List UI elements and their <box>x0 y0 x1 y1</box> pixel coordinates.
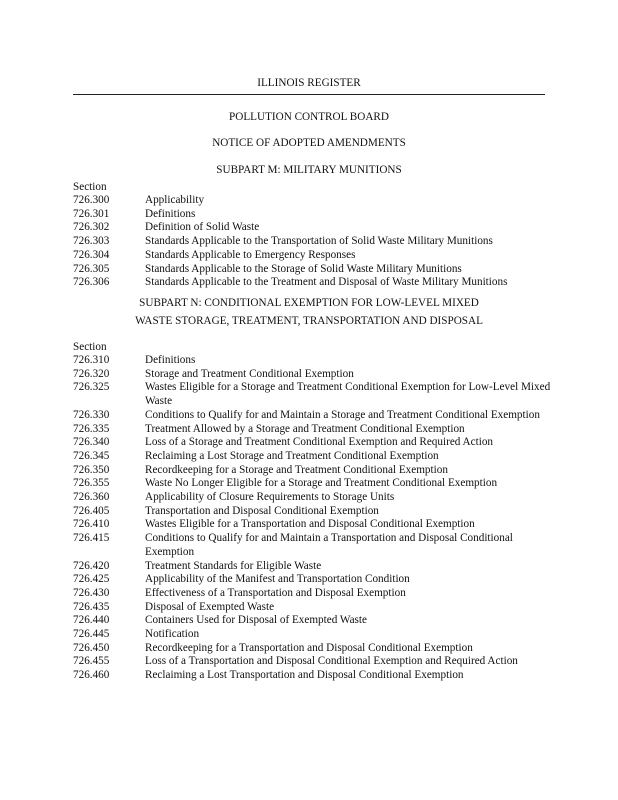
section-number: 726.335 <box>73 422 110 435</box>
section-title: Treatment Allowed by a Storage and Treatment Conditional Exemption <box>145 422 465 435</box>
section-title: Loss of a Transportation and Disposal Conditional Exemption and Required Action <box>145 655 518 668</box>
section-title: Definitions <box>145 354 196 366</box>
toc-entry <box>73 560 553 574</box>
toc-entry <box>73 655 553 669</box>
section-number: 726.345 <box>73 449 110 462</box>
toc-entry <box>73 573 553 587</box>
section-title: Recordkeeping for a Storage and Treatment Conditional Exemption <box>145 463 448 476</box>
section-number: 726.420 <box>73 559 110 572</box>
section-title: Notification <box>145 628 200 641</box>
toc-entry <box>73 614 553 628</box>
section-title: Applicability of Closure Requirements to Storage Units <box>145 491 395 504</box>
section-title: Conditions to Qualify for and Maintain a Transportation and Disposal Conditional Exemption <box>145 532 513 558</box>
toc-entry <box>73 532 553 559</box>
toc-entry <box>73 628 553 642</box>
section-number: 726.355 <box>73 477 110 490</box>
toc-entry <box>73 235 553 249</box>
section-number: 726.340 <box>73 436 110 449</box>
toc-entry <box>73 587 553 601</box>
section-title: Loss of a Storage and Treatment Conditional Exemption and Required Action <box>145 436 494 449</box>
section-number: 726.445 <box>73 628 110 641</box>
section-label-n: Section <box>73 341 107 353</box>
section-label-m: Section <box>73 181 107 193</box>
section-title: Storage and Treatment Conditional Exemption <box>145 367 354 380</box>
section-number: 726.310 <box>73 354 110 366</box>
section-number: 726.360 <box>73 491 110 504</box>
section-number: 726.435 <box>73 600 110 613</box>
section-number: 726.304 <box>73 248 110 261</box>
section-title: Effectiveness of a Transportation and Disposal Exemption <box>145 586 406 599</box>
toc-entry <box>73 423 553 437</box>
section-number: 726.330 <box>73 408 110 421</box>
toc-entry <box>73 491 553 505</box>
notice-title: NOTICE OF ADOPTED AMENDMENTS <box>212 137 406 149</box>
section-number: 726.320 <box>73 367 110 380</box>
section-title: Conditions to Qualify for and Maintain a Storage and Treatment Conditional Exemption <box>145 408 540 421</box>
toc-entry <box>73 601 553 615</box>
toc-entry <box>73 208 553 222</box>
section-title: Definition of Solid Waste <box>145 221 260 234</box>
section-number: 726.460 <box>73 669 110 682</box>
section-title: Recordkeeping for a Transportation and Disposal Conditional Exemption <box>145 641 473 654</box>
toc-entry <box>73 477 553 491</box>
subpart-n-section-list <box>73 354 553 683</box>
toc-entry <box>73 436 553 450</box>
section-number: 726.325 <box>73 381 110 394</box>
register-header: ILLINOIS REGISTER <box>73 72 545 95</box>
toc-entry <box>73 505 553 519</box>
section-number: 726.415 <box>73 532 110 545</box>
section-title: Applicability of the Manifest and Transportation Condition <box>145 573 410 586</box>
section-title: Waste No Longer Eligible for a Storage and Treatment Conditional Exemption <box>145 477 498 490</box>
section-number: 726.450 <box>73 641 110 654</box>
toc-entry <box>73 194 553 208</box>
toc-entry <box>73 381 553 408</box>
toc-entry <box>73 642 553 656</box>
toc-entry <box>73 669 553 683</box>
subpart-n-title-line2: WASTE STORAGE, TREATMENT, TRANSPORTATION AND DISPOSAL <box>135 315 483 327</box>
section-title: Wastes Eligible for a Storage and Treatment Conditional Exemption for Low-Level Mixed Waste <box>145 381 551 408</box>
section-number: 726.350 <box>73 463 110 476</box>
toc-entry <box>73 249 553 263</box>
section-title: Treatment Standards for Eligible Waste <box>145 559 322 572</box>
section-number: 726.305 <box>73 262 110 275</box>
subpart-m-title: SUBPART M: MILITARY MUNITIONS <box>216 164 402 176</box>
toc-entry <box>73 409 553 423</box>
section-number: 726.425 <box>73 573 110 586</box>
section-title: Applicability <box>145 194 205 206</box>
toc-entry <box>73 221 553 235</box>
toc-entry <box>73 263 553 277</box>
toc-entry <box>73 464 553 478</box>
section-title: Standards Applicable to the Treatment and Disposal of Waste Military Munitions <box>145 276 508 289</box>
section-title: Definitions <box>145 207 196 220</box>
section-title: Containers Used for Disposal of Exempted Waste <box>145 614 367 627</box>
agency-title: POLLUTION CONTROL BOARD <box>229 111 389 123</box>
section-number: 726.300 <box>73 194 110 206</box>
section-number: 726.306 <box>73 276 110 289</box>
section-title: Standards Applicable to Emergency Responses <box>145 248 356 261</box>
toc-entry <box>73 518 553 532</box>
section-title: Disposal of Exempted Waste <box>145 600 275 613</box>
section-number: 726.440 <box>73 614 110 627</box>
section-title: Transportation and Disposal Conditional Exemption <box>145 504 379 517</box>
section-number: 726.405 <box>73 504 110 517</box>
section-title: Standards Applicable to the Transportation of Solid Waste Military Munitions <box>145 235 493 248</box>
toc-entry <box>73 276 553 290</box>
toc-entry <box>73 368 553 382</box>
section-number: 726.301 <box>73 207 110 220</box>
section-title: Reclaiming a Lost Transportation and Disposal Conditional Exemption <box>145 669 464 682</box>
toc-entry <box>73 450 553 464</box>
subpart-m-section-list <box>73 194 553 290</box>
section-number: 726.302 <box>73 221 110 234</box>
section-title: Wastes Eligible for a Transportation and Disposal Conditional Exemption <box>145 518 475 531</box>
section-number: 726.430 <box>73 586 110 599</box>
subpart-n-title-line1: SUBPART N: CONDITIONAL EXEMPTION FOR LOW-LEVEL MIXED <box>139 297 479 309</box>
section-number: 726.410 <box>73 518 110 531</box>
section-number: 726.455 <box>73 655 110 668</box>
toc-entry <box>73 354 553 368</box>
section-title: Reclaiming a Lost Storage and Treatment Conditional Exemption <box>145 449 439 462</box>
section-title: Standards Applicable to the Storage of Solid Waste Military Munitions <box>145 262 462 275</box>
section-number: 726.303 <box>73 235 110 248</box>
